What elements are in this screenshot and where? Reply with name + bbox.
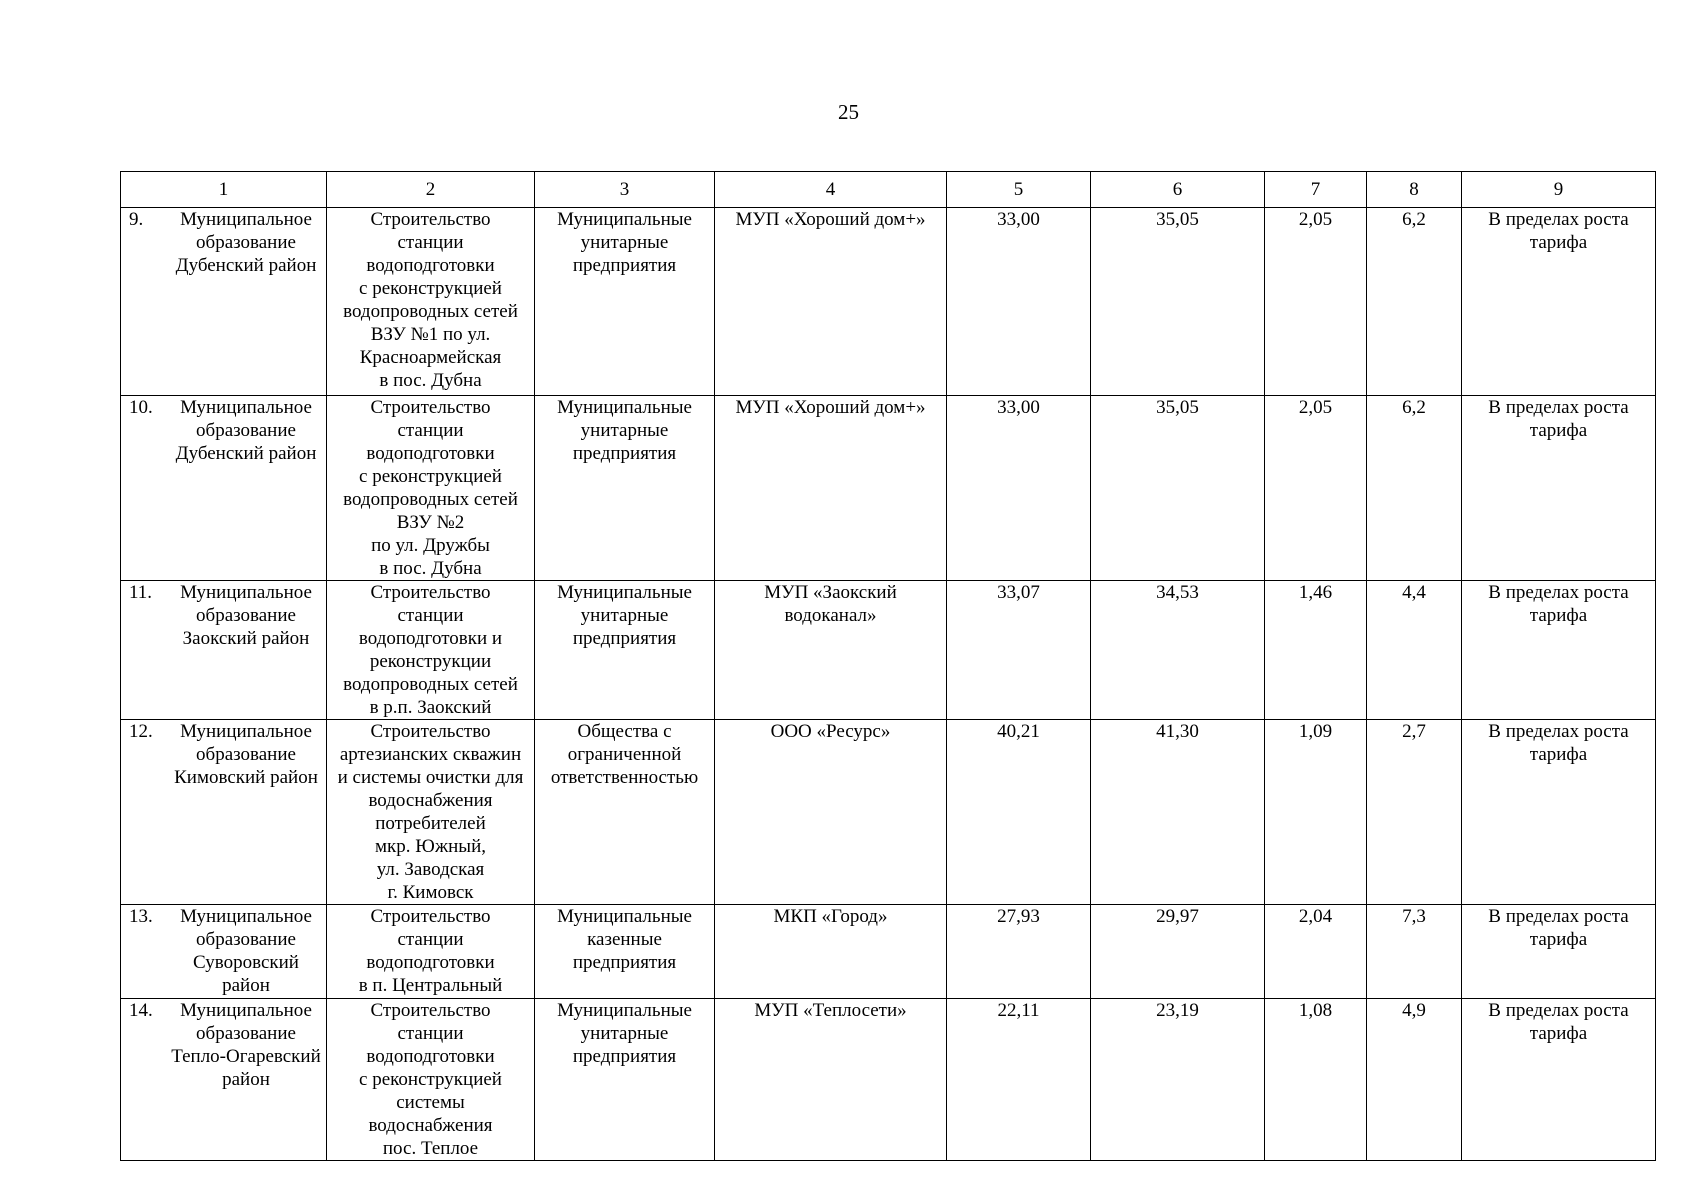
text-line: унитарные <box>580 1023 669 1044</box>
municipality-name <box>170 720 322 789</box>
cell-municipality <box>121 999 327 1161</box>
row-number: 11. <box>129 582 153 603</box>
cell-org-type <box>535 720 715 905</box>
row-number: 12. <box>129 721 153 742</box>
cell-municipality <box>121 208 327 396</box>
text-line: водоснабжения <box>368 1115 493 1136</box>
text-line: образование <box>196 929 296 950</box>
row-number: 9. <box>129 209 144 230</box>
text-line: Муниципальное <box>180 1000 312 1021</box>
cell-note <box>1462 999 1656 1161</box>
cell-organization <box>715 208 947 396</box>
text-line: станции <box>397 232 464 253</box>
text-line: станции <box>397 605 464 626</box>
text-line: предприятия <box>572 952 677 973</box>
text-line: Строительство <box>370 906 491 927</box>
header-cell: 3 <box>535 172 715 208</box>
text-line: Муниципальные <box>557 209 692 230</box>
text-line: водопроводных сетей <box>343 489 518 510</box>
tariff-table <box>120 171 1656 1161</box>
cell-value-7: 1,08 <box>1265 999 1367 1161</box>
cell-org-type <box>535 581 715 720</box>
text-line: с реконструкцией <box>359 466 502 487</box>
municipality-name <box>170 999 322 1091</box>
text-line: образование <box>196 420 296 441</box>
text-line: Муниципальное <box>180 397 312 418</box>
text-line: Дубенский район <box>175 443 317 464</box>
text-line: Общества с <box>577 721 672 742</box>
text-line: г. Кимовск <box>387 882 474 903</box>
cell-value-5: 27,93 <box>947 905 1091 999</box>
header-cell: 1 <box>121 172 327 208</box>
text-line: с реконструкцией <box>359 1069 502 1090</box>
text-line: Муниципальные <box>557 906 692 927</box>
cell-note <box>1462 581 1656 720</box>
text-line: артезианских скважин <box>339 744 522 765</box>
cell-municipality <box>121 905 327 999</box>
text-line: В пределах роста <box>1488 209 1629 230</box>
cell-value-8: 2,7 <box>1367 720 1462 905</box>
header-cell: 4 <box>715 172 947 208</box>
text-line: Суворовский <box>193 952 299 973</box>
municipality-name <box>170 208 322 277</box>
cell-value-8: 4,9 <box>1367 999 1462 1161</box>
header-cell: 2 <box>327 172 535 208</box>
text-line: водоподготовки и <box>358 628 503 649</box>
text-line: В пределах роста <box>1488 1000 1629 1021</box>
cell-value-6: 35,05 <box>1091 396 1265 581</box>
cell-value-8: 6,2 <box>1367 208 1462 396</box>
text-line: Строительство <box>370 721 491 742</box>
municipality-name <box>170 905 322 997</box>
text-line: тарифа <box>1529 744 1588 765</box>
text-line: в р.п. Заокский <box>369 697 492 718</box>
cell-value-8: 4,4 <box>1367 581 1462 720</box>
cell-organization <box>715 905 947 999</box>
table-body <box>121 172 1656 1161</box>
cell-municipality <box>121 396 327 581</box>
text-line: Муниципальное <box>180 906 312 927</box>
municipality-name <box>170 396 322 465</box>
text-line: водоканал» <box>784 605 877 626</box>
text-line: унитарные <box>580 605 669 626</box>
text-line: МУП «Хороший дом+» <box>735 209 926 230</box>
header-cell: 7 <box>1265 172 1367 208</box>
cell-value-6: 29,97 <box>1091 905 1265 999</box>
text-line: МУП «Хороший дом+» <box>735 397 926 418</box>
text-line: водоподготовки <box>366 443 495 464</box>
cell-municipality <box>121 720 327 905</box>
cell-organization <box>715 581 947 720</box>
text-line: и системы очистки для <box>337 767 524 788</box>
text-line: водопроводных сетей <box>343 674 518 695</box>
text-line: образование <box>196 605 296 626</box>
text-line: системы <box>396 1092 465 1113</box>
text-line: станции <box>397 1023 464 1044</box>
cell-value-7: 2,05 <box>1265 208 1367 396</box>
cell-value-7: 1,09 <box>1265 720 1367 905</box>
cell-municipality <box>121 581 327 720</box>
cell-value-6: 41,30 <box>1091 720 1265 905</box>
text-line: потребителей <box>375 813 486 834</box>
text-line: Муниципальное <box>180 209 312 230</box>
text-line: тарифа <box>1529 605 1588 626</box>
table-header-row <box>121 172 1656 208</box>
text-line: ВЗУ №1 по ул. <box>370 324 491 345</box>
text-line: ВЗУ №2 <box>396 512 465 533</box>
cell-value-7: 1,46 <box>1265 581 1367 720</box>
text-line: Заокский район <box>182 628 310 649</box>
page-number: 25 <box>838 100 859 124</box>
text-line: Дубенский район <box>175 255 317 276</box>
text-line: Строительство <box>370 582 491 603</box>
text-line: по ул. Дружбы <box>371 535 490 556</box>
cell-org-type <box>535 396 715 581</box>
cell-org-type <box>535 208 715 396</box>
cell-value-7: 2,05 <box>1265 396 1367 581</box>
text-line: предприятия <box>572 255 677 276</box>
header-cell: 8 <box>1367 172 1462 208</box>
text-line: станции <box>397 929 464 950</box>
row-number: 13. <box>129 906 153 927</box>
text-line: водоподготовки <box>366 952 495 973</box>
text-line: МКП «Город» <box>773 906 888 927</box>
row-number: 14. <box>129 1000 153 1021</box>
text-line: район <box>222 975 270 996</box>
text-line: В пределах роста <box>1488 906 1629 927</box>
cell-org-type <box>535 905 715 999</box>
text-line: в пос. Дубна <box>379 558 482 579</box>
text-line: предприятия <box>572 443 677 464</box>
header-cell: 9 <box>1462 172 1656 208</box>
header-cell: 5 <box>947 172 1091 208</box>
text-line: ООО «Ресурс» <box>770 721 891 742</box>
table-row <box>121 999 1656 1161</box>
cell-project <box>327 999 535 1161</box>
text-line: Муниципальное <box>180 582 312 603</box>
cell-note <box>1462 208 1656 396</box>
cell-project <box>327 208 535 396</box>
cell-value-7: 2,04 <box>1265 905 1367 999</box>
text-line: образование <box>196 744 296 765</box>
cell-value-6: 23,19 <box>1091 999 1265 1161</box>
text-line: реконструкции <box>369 651 492 672</box>
table-row <box>121 396 1656 581</box>
text-line: образование <box>196 232 296 253</box>
text-line: унитарные <box>580 232 669 253</box>
text-line: тарифа <box>1529 232 1588 253</box>
text-line: Муниципальные <box>557 1000 692 1021</box>
text-line: Тепло-Огаревский <box>171 1046 321 1067</box>
text-line: Муниципальные <box>557 397 692 418</box>
text-line: Кимовский район <box>174 767 318 788</box>
text-line: водоснабжения <box>368 790 493 811</box>
cell-project <box>327 396 535 581</box>
text-line: предприятия <box>572 1046 677 1067</box>
text-line: МУП «Теплосети» <box>754 1000 907 1021</box>
text-line: ограниченной <box>567 744 682 765</box>
cell-organization <box>715 999 947 1161</box>
text-line: мкр. Южный, <box>375 836 486 857</box>
text-line: Строительство <box>370 397 491 418</box>
text-line: водоподготовки <box>366 255 495 276</box>
text-line: Красноармейская <box>359 347 502 368</box>
text-line: станции <box>397 420 464 441</box>
text-line: пос. Теплое <box>382 1138 479 1159</box>
text-line: ответственностью <box>550 767 699 788</box>
cell-value-5: 33,00 <box>947 396 1091 581</box>
cell-value-8: 7,3 <box>1367 905 1462 999</box>
text-line: МУП «Заокский <box>764 582 897 603</box>
text-line: В пределах роста <box>1488 721 1629 742</box>
text-line: казенные <box>587 929 662 950</box>
text-line: предприятия <box>572 628 677 649</box>
text-line: В пределах роста <box>1488 397 1629 418</box>
cell-note <box>1462 720 1656 905</box>
table-row <box>121 905 1656 999</box>
cell-project <box>327 905 535 999</box>
cell-project <box>327 581 535 720</box>
cell-note <box>1462 905 1656 999</box>
text-line: водопроводных сетей <box>343 301 518 322</box>
cell-organization <box>715 720 947 905</box>
cell-organization <box>715 396 947 581</box>
cell-value-5: 22,11 <box>947 999 1091 1161</box>
cell-project <box>327 720 535 905</box>
text-line: Строительство <box>370 209 491 230</box>
table-row <box>121 208 1656 396</box>
cell-value-8: 6,2 <box>1367 396 1462 581</box>
text-line: район <box>222 1069 270 1090</box>
cell-value-6: 34,53 <box>1091 581 1265 720</box>
text-line: Строительство <box>370 1000 491 1021</box>
cell-note <box>1462 396 1656 581</box>
text-line: тарифа <box>1529 929 1588 950</box>
cell-value-5: 33,07 <box>947 581 1091 720</box>
row-number: 10. <box>129 397 153 418</box>
text-line: В пределах роста <box>1488 582 1629 603</box>
text-line: в пос. Дубна <box>379 370 482 391</box>
text-line: Муниципальные <box>557 582 692 603</box>
text-line: унитарные <box>580 420 669 441</box>
cell-value-6: 35,05 <box>1091 208 1265 396</box>
cell-org-type <box>535 999 715 1161</box>
text-line: с реконструкцией <box>359 278 502 299</box>
text-line: тарифа <box>1529 420 1588 441</box>
municipality-name <box>170 581 322 650</box>
text-line: ул. Заводская <box>376 859 485 880</box>
text-line: водоподготовки <box>366 1046 495 1067</box>
header-cell: 6 <box>1091 172 1265 208</box>
cell-value-5: 40,21 <box>947 720 1091 905</box>
table-row <box>121 720 1656 905</box>
text-line: тарифа <box>1529 1023 1588 1044</box>
text-line: в п. Центральный <box>358 975 503 996</box>
table-row <box>121 581 1656 720</box>
text-line: Муниципальное <box>180 721 312 742</box>
cell-value-5: 33,00 <box>947 208 1091 396</box>
text-line: образование <box>196 1023 296 1044</box>
